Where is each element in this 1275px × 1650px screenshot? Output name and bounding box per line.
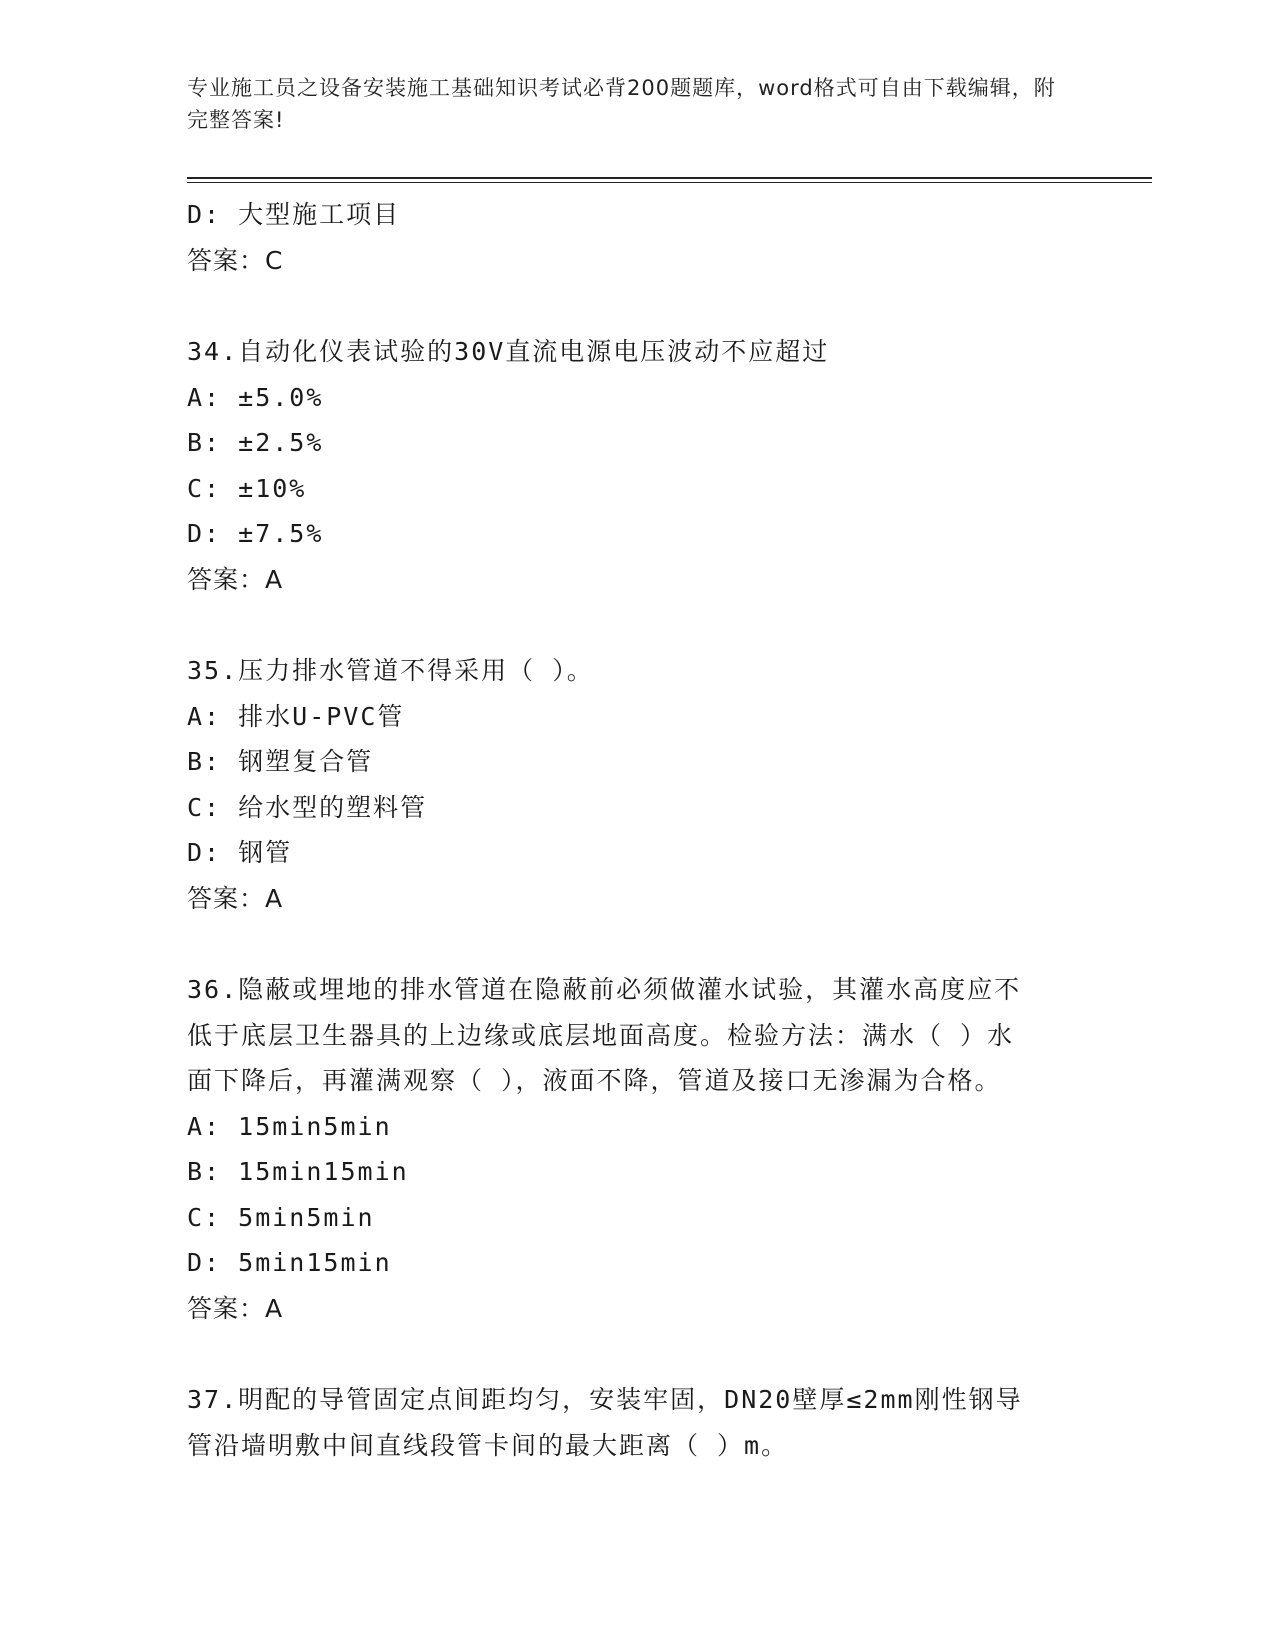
document-header: 专业施工员之设备安装施工基础知识考试必背200题题库，word格式可自由下载编辑，附完整答案! xyxy=(187,76,1056,132)
q37-stem-line-2: 管沿墙明敷中间直线段管卡间的最大距离（ ）m。 xyxy=(187,1430,789,1460)
spacer xyxy=(187,921,1087,967)
q34-option-c: C: ±10% xyxy=(187,473,307,503)
q35-stem: 35.压力排水管道不得采用（ ）。 xyxy=(187,656,594,685)
q36-option-c: C: 5min5min xyxy=(187,1202,375,1232)
q35-option-c: C: 给水型的塑料管 xyxy=(187,792,428,822)
q35-option-b: B: 钢塑复合管 xyxy=(187,747,374,776)
question-content xyxy=(187,192,1087,1468)
prev-answer: 答案：C xyxy=(187,245,284,275)
q37-stem-line-1: 37.明配的导管固定点间距均匀，安装牢固，DN20壁厚≤2mm刚性钢导 xyxy=(187,1385,1023,1414)
q36-stem-line-2: 低于底层卫生器具的上边缘或底层地面高度。检验方法：满水（ ）水 xyxy=(187,1020,1015,1050)
header-rule-thick xyxy=(187,177,1152,179)
q34-option-d: D: ±7.5% xyxy=(187,519,324,548)
q35-option-d: D: 钢管 xyxy=(187,838,293,867)
q36-option-b: B: 15min15min xyxy=(187,1157,409,1186)
spacer xyxy=(187,602,1087,648)
q35-answer: 答案：A xyxy=(187,883,284,913)
q36-option-d: D: 5min15min xyxy=(187,1248,392,1277)
header-rule-thin xyxy=(187,182,1152,183)
q34-option-b: B: ±2.5% xyxy=(187,428,324,457)
q34-answer: 答案：A xyxy=(187,564,284,594)
prev-option-d: D: 大型施工项目 xyxy=(187,200,401,229)
q36-stem-line-1: 36.隐蔽或埋地的排水管道在隐蔽前必须做灌水试验，其灌水高度应不 xyxy=(187,975,1022,1004)
q34-option-a: A: ±5.0% xyxy=(187,382,324,412)
spacer xyxy=(187,283,1087,329)
spacer xyxy=(187,1331,1087,1377)
q35-option-a: A: 排水U-PVC管 xyxy=(187,701,405,731)
q36-stem-line-3: 面下降后，再灌满观察（ ），液面不降，管道及接口无渗漏为合格。 xyxy=(187,1066,1002,1095)
q36-option-a: A: 15min5min xyxy=(187,1111,392,1141)
q34-stem: 34.自动化仪表试验的30V直流电源电压波动不应超过 xyxy=(187,337,830,366)
q36-answer: 答案：A xyxy=(187,1293,284,1323)
